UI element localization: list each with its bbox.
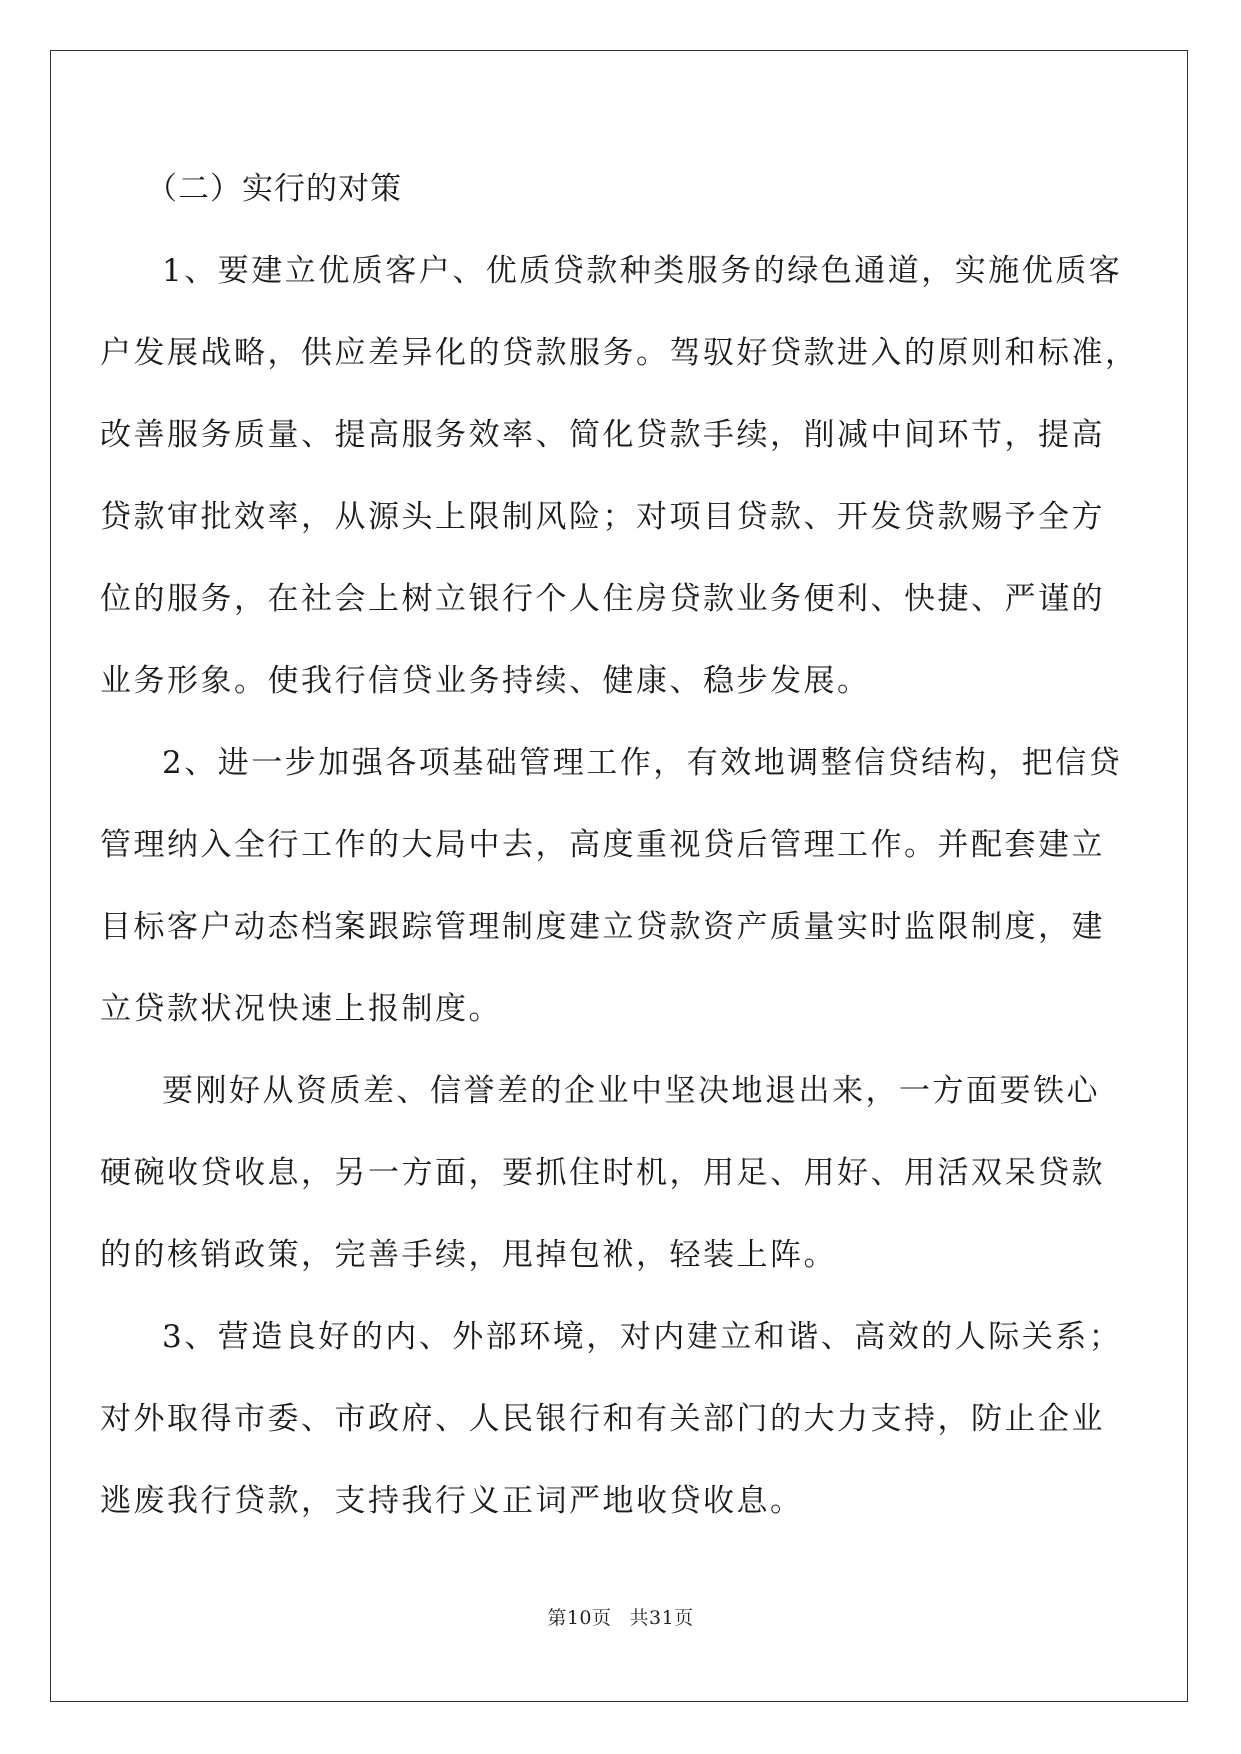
paragraph-line: 逃废我行贷款，支持我行义正词严地收贷收息。 (100, 1483, 804, 1519)
paragraph-1 (100, 230, 1139, 722)
paragraph-line: 要刚好从资质差、信誉差的企业中坚决地退出来，一方面要铁心 (162, 1073, 1100, 1109)
paragraph-line: 户发展战略，供应差异化的贷款服务。驾驭好贷款进入的原则和标准， (100, 335, 1139, 371)
paragraph-4 (100, 1296, 1123, 1542)
paragraph-line: 位的服务，在社会上树立银行个人住房贷款业务便利、快捷、严谨的 (100, 581, 1105, 617)
paragraph-line: 2、进一步加强各项基础管理工作，有效地调整信贷结构，把信贷 (162, 745, 1123, 781)
current-page-number: 第10页 (547, 1607, 612, 1629)
paragraph-line: 改善服务质量、提高服务效率、简化贷款手续，削减中间环节，提高 (100, 417, 1105, 453)
page-footer (0, 1603, 1241, 1630)
paragraph-line: 1、要建立优质客户、优质贷款种类服务的绿色通道，实施优质客 (162, 253, 1123, 289)
paragraph-line: 硬碗收贷收息，另一方面，要抓住时机，用足、用好、用活双呆贷款 (100, 1155, 1105, 1191)
total-pages: 共31页 (629, 1607, 694, 1629)
paragraph-3 (100, 1050, 1105, 1296)
section-heading: （二）实行的对策 (146, 171, 402, 207)
paragraph-2 (100, 722, 1123, 1050)
paragraph-line: 目标客户动态档案跟踪管理制度建立贷款资产质量实时监限制度，建 (100, 909, 1105, 945)
paragraph-line: 3、营造良好的内、外部环境，对内建立和谐、高效的人际关系； (162, 1319, 1123, 1355)
paragraph-line: 立贷款状况快速上报制度。 (100, 991, 502, 1027)
paragraph-line: 贷款审批效率，从源头上限制风险；对项目贷款、开发贷款赐予全方 (100, 499, 1105, 535)
paragraph-line: 业务形象。使我行信贷业务持续、健康、稳步发展。 (100, 663, 871, 699)
paragraph-line: 的的核销政策，完善手续，甩掉包袱，轻装上阵。 (100, 1237, 837, 1273)
document-body (100, 148, 1139, 1542)
paragraph-line: 对外取得市委、市政府、人民银行和有关部门的大力支持，防止企业 (100, 1401, 1105, 1437)
paragraph-line: 管理纳入全行工作的大局中去，高度重视贷后管理工作。并配套建立 (100, 827, 1105, 863)
